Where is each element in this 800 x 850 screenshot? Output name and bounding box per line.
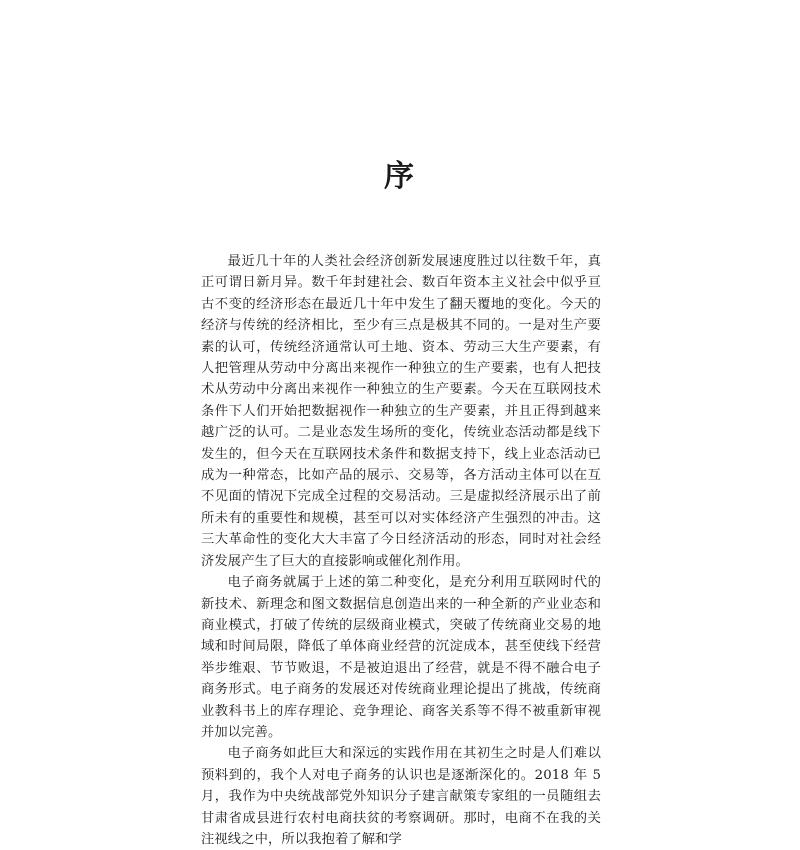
paragraph: 最近几十年的人类社会经济创新发展速度胜过以往数千年，真正可谓日新月异。数千年封建社会、数百年资本主义社会中似乎亘古不变的经济形态在最近几十年中发生了翻天覆地的变化。今天的经济与传统的经济相比，至少有三点是极其不同的。一是对生产要素的认可，传统经济通常认可土地、资本、劳动三大生产要素，有人把管理从劳动中分离出来视作一种独立的生产要素，也有人把技术从劳动中分离出来视作一种独立的生产要素。今天在互联网技术条件下人们开始把数据视作一种独立的生产要素，并且正得到越来越广泛的认可。二是业态发生场所的变化，传统业态活动都是线下发生的，但今天在互联网技术条件和数据支持下，线上业态活动已成为一种常态，比如产品的展示、交易等，各方活动主体可以在互不见面的情况下完成全过程的交易活动。三是虚拟经济展示出了前所未有的重要性和规模，甚至可以对实体经济产生强烈的冲击。这三大革命性的变化大大丰富了今日经济活动的形态，同时对社会经济发展产生了巨大的直接影响或催化剂作用。	[201, 254, 601, 569]
preface-title: 序	[384, 159, 416, 194]
paragraph: 电子商务如此巨大和深远的实践作用在其初生之时是人们难以预料到的，我个人对电子商务的认识也是逐渐深化的。2018 年 5 月，我作为中央统战部党外知识分子建言献策专家组的一员随组去甘肃省成县进行农村电商扶贫的考察调研。那时，电商不在我的关注视线之中，所以我抱着了解和学	[201, 746, 601, 847]
paragraph: 电子商务就属于上述的第二种变化，是充分利用互联网时代的新技术、新理念和图文数据信息创造出来的一种全新的产业业态和商业模式，打破了传统的层级商业模式，突破了传统商业交易的地域和时间局限，降低了单体商业经营的沉淀成本，甚至使线下经营举步维艰、节节败退，不是被迫退出了经营，就是不得不融合电子商务形式。电子商务的发展还对传统商业理论提出了挑战，传统商业教科书上的库存理论、竞争理论、商客关系等不得不被重新审视并加以完善。	[201, 575, 601, 740]
preface-body	[201, 251, 601, 850]
